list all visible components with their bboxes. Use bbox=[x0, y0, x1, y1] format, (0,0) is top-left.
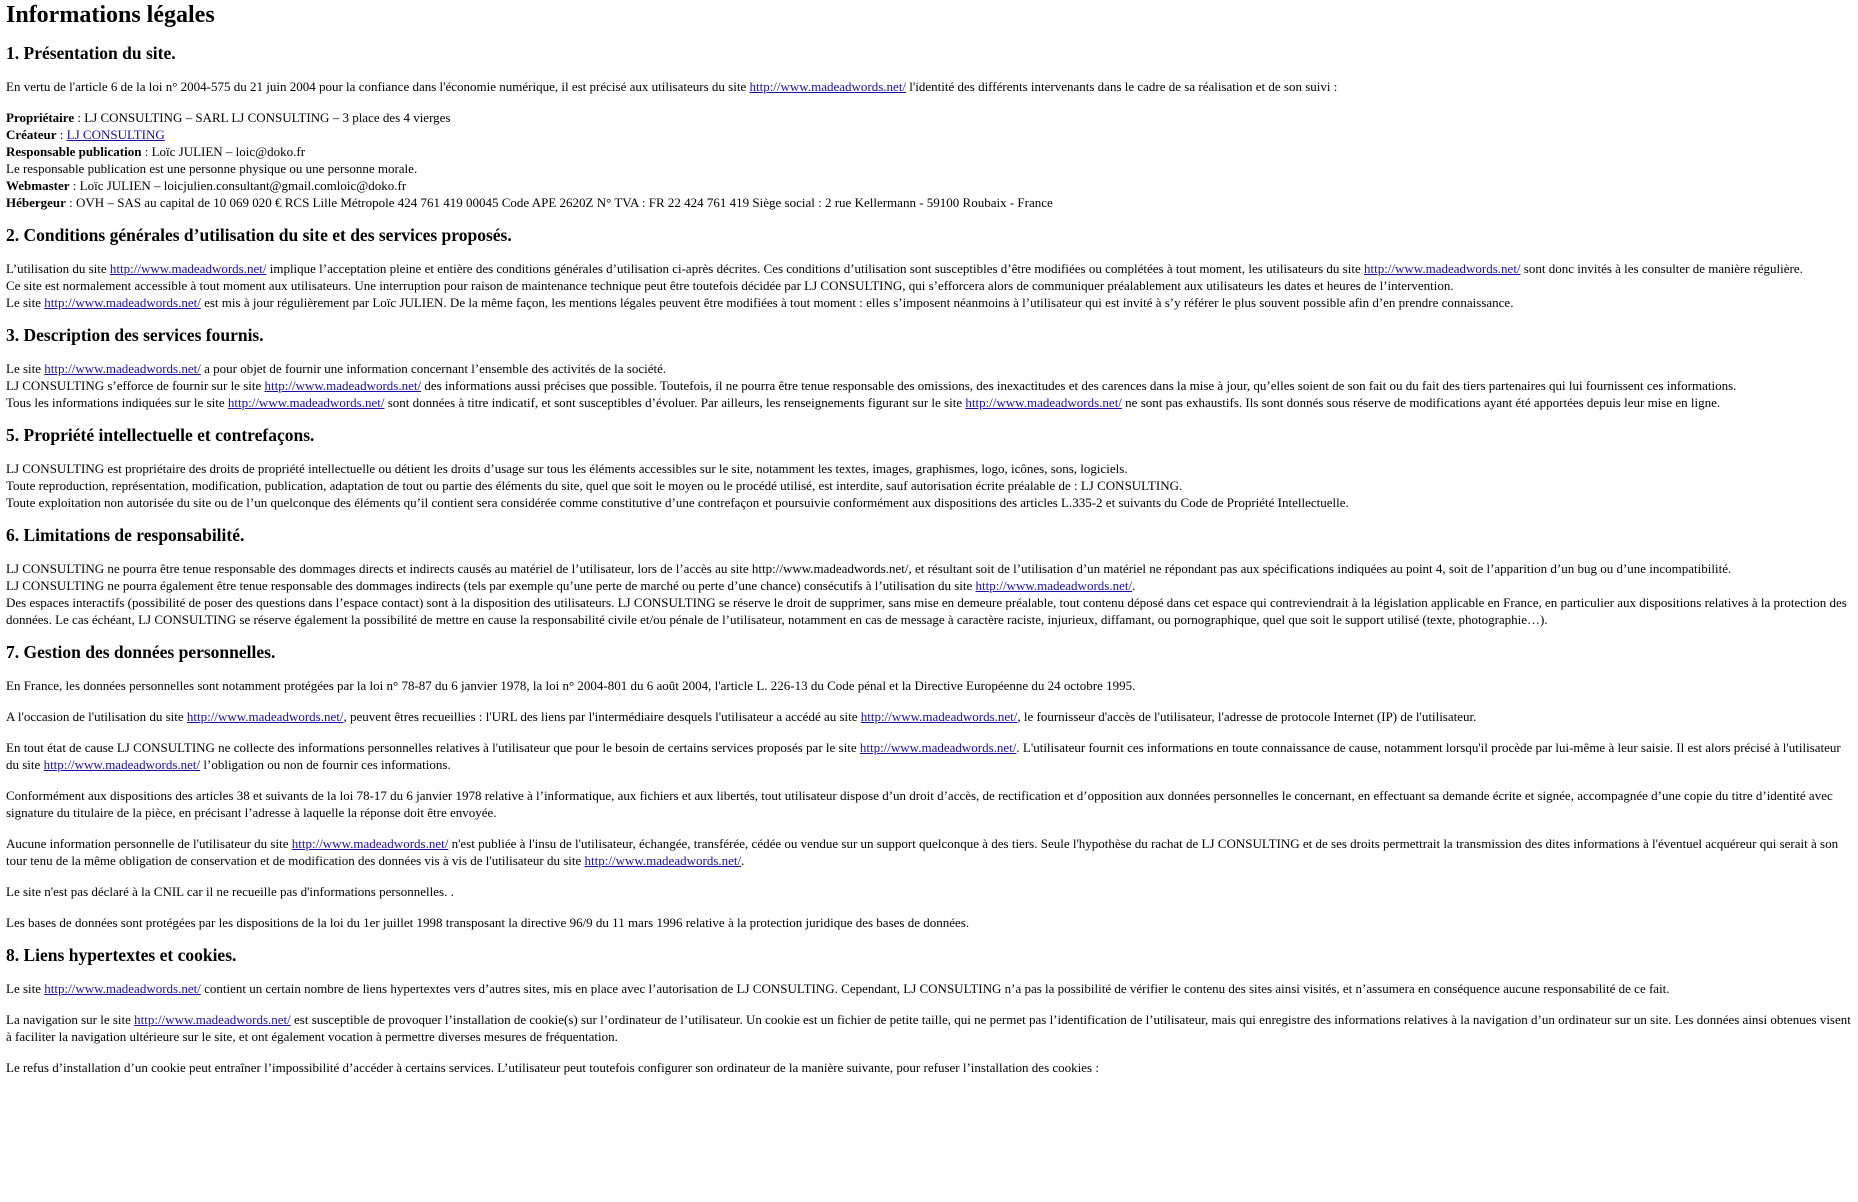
section-title-links-cookies: 8. Liens hypertextes et cookies. bbox=[6, 945, 237, 965]
paragraph: Toute reproduction, représentation, modification, publication, adaptation de tout ou partie des éléments du site, quel que soit le moyen ou le procédé utilisé, est interdite, sauf autorisation écrite préalable de : LJ CONSULTING. bbox=[6, 478, 1183, 493]
site-link[interactable]: http://www.madeadwords.net/ bbox=[44, 295, 201, 310]
paragraph: Le refus d’installation d’un cookie peut entraîner l’impossibilité d’accéder à certains services. L’utilisateur peut toutefois configurer son ordinateur de la manière suivante, pour refuser l’installation des cookies : bbox=[6, 1060, 1099, 1075]
paragraph: Le site n'est pas déclaré à la CNIL car il ne recueille pas d'informations personnelles. . bbox=[6, 884, 454, 899]
paragraph: En France, les données personnelles sont notamment protégées par la loi n° 78-87 du 6 janvier 1978, la loi n° 2004-801 du 6 août 2004, l'article L. 226-13 du Code pénal et la Directive Européenne du 24 octobre 1995. bbox=[6, 678, 1136, 693]
site-link[interactable]: http://www.madeadwords.net/ bbox=[44, 361, 201, 376]
intellectual-property-block bbox=[6, 460, 1852, 511]
services-block bbox=[6, 360, 1852, 411]
paragraph: A l'occasion de l'utilisation du site http://www.madeadwords.net/, peuvent êtres recueillies : l'URL des liens par l'intermédiaire desquels l'utilisateur a accédé au site http://www.madeadwords.net/, le fournisseur d'accès de l'utilisateur, l'adresse de protocole Internet (IP) de l'utilisateur. bbox=[6, 709, 1477, 724]
paragraph: LJ CONSULTING ne pourra être tenue responsable des dommages directs et indirects causés au matériel de l’utilisateur, lors de l’accès au site http://www.madeadwords.net/, et résultant soit de l’utilisation d’un matériel ne répondant pas aux spécifications indiquées au point 4, soit de l’apparition d’un bug ou d’une incompatibilité. bbox=[6, 561, 1732, 576]
paragraph: Des espaces interactifs (possibilité de poser des questions dans l’espace contact) sont à la disposition des utilisateurs. LJ CONSULTING se réserve le droit de supprimer, sans mise en demeure préalable, tout contenu déposé dans cet espace qui contreviendrait à la législation applicable en France, en particulier aux dispositions relatives à la protection des données. Le cas échéant, LJ CONSULTING se réserve également la possibilité de mettre en cause la responsabilité civile et/ou pénale de l’utilisateur, notamment en cas de message à caractère raciste, injurieux, diffamant, ou pornographique, quel que soit le support utilisé (texte, photographie…). bbox=[6, 595, 1847, 627]
paragraph: Tous les informations indiquées sur le site http://www.madeadwords.net/ sont données à titre indicatif, et sont susceptibles d’évoluer. Par ailleurs, les renseignements figurant sur le site http://www.madeadwords.net/ ne sont pas exhaustifs. Ils sont donnés sous réserve de modifications ayant été apportées depuis leur mise en ligne. bbox=[6, 395, 1721, 410]
document-content bbox=[6, 0, 1852, 1076]
publication-line: Responsable publication : Loïc JULIEN – loic@doko.fr bbox=[6, 144, 306, 159]
publication-note: Le responsable publication est une personne physique ou une personne morale. bbox=[6, 161, 418, 176]
creator-link[interactable]: LJ CONSULTING bbox=[66, 127, 165, 142]
paragraph: En tout état de cause LJ CONSULTING ne collecte des informations personnelles relatives à l'utilisateur que pour le besoin de certains services proposés par le site http://www.madeadwords.net/. L'utilisateur fournit ces informations en toute connaissance de cause, notamment lorsqu'il procède par lui-même à leur saisie. Il est alors précisé à l'utilisateur du site http://www.madeadwords.net/ l’obligation ou non de fournir ces informations. bbox=[6, 740, 1841, 772]
section-title-personal-data: 7. Gestion des données personnelles. bbox=[6, 642, 276, 662]
paragraph: Toute exploitation non autorisée du site ou de l’un quelconque des éléments qu’il contient sera considérée comme constitutive d’une contrefaçon et poursuivie conformément aux dispositions des articles L.335-2 et suivants du Code de Propriété Intellectuelle. bbox=[6, 495, 1349, 510]
paragraph: LJ CONSULTING est propriétaire des droits de propriété intellectuelle ou détient les droits d’usage sur tous les éléments accessibles sur le site, notamment les textes, images, graphismes, logo, icônes, sons, logiciels. bbox=[6, 461, 1128, 476]
section-title-intellectual-property: 5. Propriété intellectuelle et contrefaçons. bbox=[6, 425, 315, 445]
liability-block bbox=[6, 560, 1852, 628]
site-info-block bbox=[6, 109, 1852, 211]
conditions-block bbox=[6, 260, 1852, 311]
creator-line: Créateur : LJ CONSULTING bbox=[6, 127, 165, 142]
paragraph: Conformément aux dispositions des articles 38 et suivants de la loi 78-17 du 6 janvier 1978 relative à l’informatique, aux fichiers et aux libertés, tout utilisateur dispose d’un droit d’accès, de rectification et d’opposition aux données personnelles le concernant, en effectuant sa demande écrite et signée, accompagnée d’une copie du titre d’identité avec signature du titulaire de la pièce, en précisant l’adresse à laquelle la réponse doit être envoyée. bbox=[6, 788, 1833, 820]
paragraph: L’utilisation du site http://www.madeadwords.net/ implique l’acceptation pleine et entière des conditions générales d’utilisation ci-après décrites. Ces conditions d’utilisation sont susceptibles d’être modifiées ou complétées à tout moment, les utilisateurs du site http://www.madeadwords.net/ sont donc invités à les consulter de manière régulière. bbox=[6, 261, 1803, 276]
site-link[interactable]: http://www.madeadwords.net/ bbox=[134, 1012, 291, 1027]
page-title: Informations légales bbox=[6, 2, 215, 28]
site-link[interactable]: http://www.madeadwords.net/ bbox=[109, 261, 267, 276]
site-link[interactable]: http://www.madeadwords.net/ bbox=[1363, 261, 1521, 276]
section-title-presentation: 1. Présentation du site. bbox=[6, 43, 176, 63]
site-link[interactable]: http://www.madeadwords.net/ bbox=[227, 395, 385, 410]
paragraph: La navigation sur le site http://www.madeadwords.net/ est susceptible de provoquer l’installation de cookie(s) sur l’ordinateur de l’utilisateur. Un cookie est un fichier de petite taille, qui ne permet pas l’identification de l’utilisateur, mais qui enregistre des informations relatives à la navigation d’un ordinateur sur un site. Les données ainsi obtenues visent à faciliter la navigation ultérieure sur le site, et ont également vocation à permettre diverses mesures de fréquentation. bbox=[6, 1012, 1851, 1044]
site-link[interactable]: http://www.madeadwords.net/ bbox=[186, 709, 344, 724]
site-link[interactable]: http://www.madeadwords.net/ bbox=[975, 578, 1133, 593]
site-link[interactable]: http://www.madeadwords.net/ bbox=[965, 395, 1122, 410]
site-link[interactable]: http://www.madeadwords.net/ bbox=[264, 378, 422, 393]
paragraph: Le site http://www.madeadwords.net/ contient un certain nombre de liens hypertextes vers d’autres sites, mis en place avec l’autorisation de LJ CONSULTING. Cependant, LJ CONSULTING n’a pas la possibilité de vérifier le contenu des sites ainsi visités, et n’assumera en conséquence aucune responsabilité de ce fait. bbox=[6, 981, 1670, 996]
site-link[interactable]: http://www.madeadwords.net/ bbox=[291, 836, 449, 851]
site-link[interactable]: http://www.madeadwords.net/ bbox=[859, 740, 1017, 755]
paragraph: Le site http://www.madeadwords.net/ est mis à jour régulièrement par Loïc JULIEN. De la même façon, les mentions légales peuvent être modifiées à tout moment : elles s’imposent néanmoins à l’utilisateur qui est invité à s’y référer le plus souvent possible afin d’en prendre connaissance. bbox=[6, 295, 1514, 310]
webmaster-line: Webmaster : Loïc JULIEN – loicjulien.consultant@gmail.comloic@doko.fr bbox=[6, 178, 407, 193]
paragraph: Le site http://www.madeadwords.net/ a pour objet de fournir une information concernant l’ensemble des activités de la société. bbox=[6, 361, 667, 376]
section-title-services: 3. Description des services fournis. bbox=[6, 325, 264, 345]
paragraph: Aucune information personnelle de l'utilisateur du site http://www.madeadwords.net/ n'est publiée à l'insu de l'utilisateur, échangée, transférée, cédée ou vendue sur un support quelconque à des tiers. Seule l'hypothèse du rachat de LJ CONSULTING et de ses droits permettrait la transmission des dites informations à l'éventuel acquéreur qui serait à son tour tenu de la même obligation de conservation et de modification des données vis à vis de l'utilisateur du site http://www.madeadwords.net/. bbox=[6, 836, 1839, 868]
paragraph: En vertu de l'article 6 de la loi n° 2004-575 du 21 juin 2004 pour la confiance dans l'économie numérique, il est précisé aux utilisateurs du site http://www.madeadwords.net/ l'identité des différents intervenants dans le cadre de sa réalisation et de son suivi : bbox=[6, 79, 1338, 94]
paragraph: Ce site est normalement accessible à tout moment aux utilisateurs. Une interruption pour raison de maintenance technique peut être toutefois décidée par LJ CONSULTING, qui s’efforcera alors de communiquer préalablement aux utilisateurs les dates et heures de l’intervention. bbox=[6, 278, 1454, 293]
paragraph: LJ CONSULTING s’efforce de fournir sur le site http://www.madeadwords.net/ des informations aussi précises que possible. Toutefois, il ne pourra être tenue responsable des omissions, des inexactitudes et des carences dans la mise à jour, qu’elles soient de son fait ou du fait des tiers partenaires qui lui fournissent ces informations. bbox=[6, 378, 1737, 393]
site-link[interactable]: http://www.madeadwords.net/ bbox=[44, 981, 201, 996]
section-title-conditions: 2. Conditions générales d’utilisation du site et des services proposés. bbox=[6, 225, 512, 245]
site-link[interactable]: http://www.madeadwords.net/ bbox=[584, 853, 742, 868]
section-title-liability: 6. Limitations de responsabilité. bbox=[6, 525, 245, 545]
site-link[interactable]: http://www.madeadwords.net/ bbox=[749, 79, 907, 94]
site-link[interactable]: http://www.madeadwords.net/ bbox=[43, 757, 201, 772]
site-link[interactable]: http://www.madeadwords.net/ bbox=[860, 709, 1018, 724]
paragraph: Les bases de données sont protégées par les dispositions de la loi du 1er juillet 1998 transposant la directive 96/9 du 11 mars 1996 relative à la protection juridique des bases de données. bbox=[6, 915, 970, 930]
paragraph: LJ CONSULTING ne pourra également être tenue responsable des dommages indirects (tels par exemple qu’une perte de marché ou perte d’une chance) consécutifs à l’utilisation du site http://www.madeadwords.net/. bbox=[6, 578, 1136, 593]
owner-line: Propriétaire : LJ CONSULTING – SARL LJ CONSULTING – 3 place des 4 vierges bbox=[6, 110, 451, 125]
host-line: Hébergeur : OVH – SAS au capital de 10 069 020 € RCS Lille Métropole 424 761 419 00045 Code APE 2620Z N° TVA : FR 22 424 761 419 Siège social : 2 rue Kellermann - 59100 Roubaix - France bbox=[6, 195, 1053, 210]
